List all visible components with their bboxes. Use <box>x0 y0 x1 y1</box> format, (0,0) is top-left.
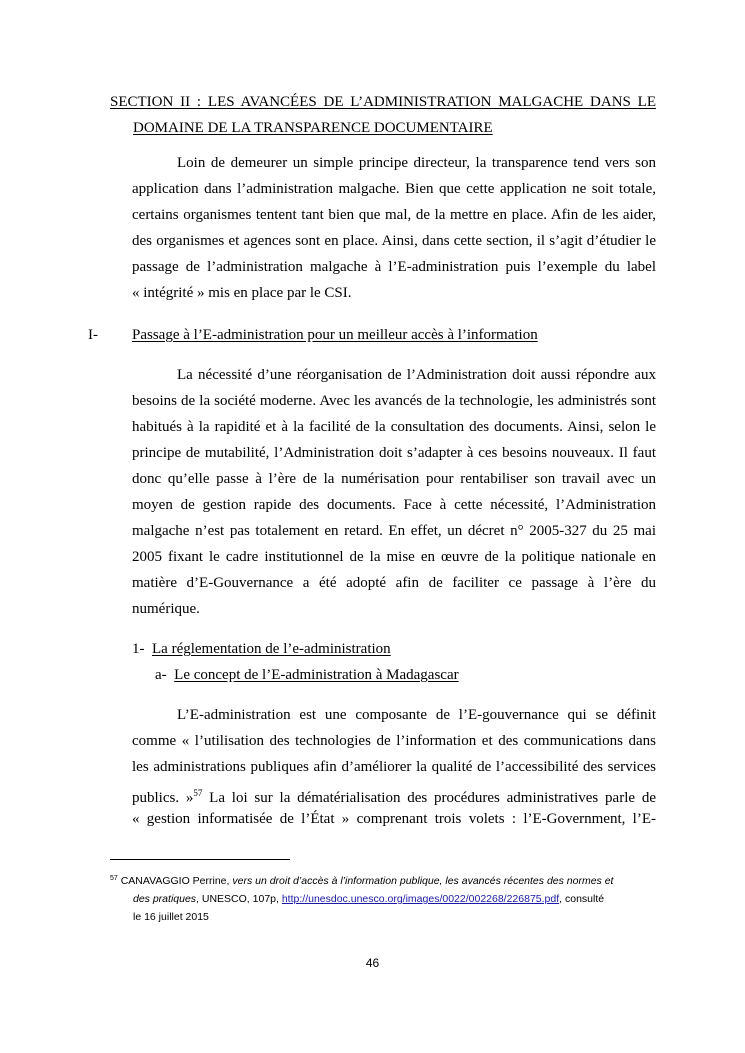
paragraph-line: habitués à la rapidité et à la facilité de la consultation des documents. Ainsi, selon le <box>132 419 656 435</box>
paragraph-line: des organismes et agences sont en place. Ainsi, dans cette section, il s’agit d’étudier le <box>132 233 656 249</box>
paragraph-line: « gestion informatisée de l’État » comprenant trois volets : l’E-Government, l’E- <box>132 811 656 827</box>
section-heading-line-1: SECTION II : LES AVANCÉES DE L’ADMINISTRATION MALGACHE DANS LE <box>110 94 656 110</box>
heading-1 <box>132 636 391 662</box>
paragraph-line: certains organismes tentent tant bien que mal, de la mettre en place. Afin de les aider, <box>132 207 656 223</box>
heading-1-title: La réglementation de l’e-administration <box>152 641 391 657</box>
paragraph-text: La loi sur la dématérialisation des procédures administratives parle de <box>202 790 656 806</box>
paragraph-line <box>132 780 656 806</box>
footnote-line <box>110 870 656 890</box>
footnote-line <box>110 890 656 908</box>
footnote-separator <box>110 859 290 860</box>
paragraph-line: besoins de la société moderne. Avec les avancés de la technologie, les administrés sont <box>132 393 656 409</box>
heading-1-number: 1- <box>132 641 145 657</box>
footnote-author: CANAVAGGIO Perrine, <box>117 875 233 887</box>
paragraph-line: principe de mutabilité, l’Administration doit s’adapter à ces besoins nouveaux. Il faut <box>132 445 656 461</box>
intro-paragraph <box>132 150 656 306</box>
paragraph-line: les administrations publiques afin d’améliorer la qualité de l’accessibilité des services <box>132 759 656 775</box>
footnote-consulted: , consulté <box>559 893 605 905</box>
paragraph-3 <box>132 702 656 832</box>
paragraph-line: donc qu’elle passe à l’ère de la numérisation pour rentabiliser son travail avec un <box>132 471 656 487</box>
heading-a-title: Le concept de l’E-administration à Madagascar <box>174 667 459 683</box>
footnote-title: des pratiques <box>133 893 197 905</box>
footnote-publisher: , UNESCO, 107p, <box>196 893 282 905</box>
heading-a-number: a- <box>155 667 167 683</box>
footnote-title: vers un droit d’accès à l’information publique, les avancés récentes des normes et <box>232 875 614 887</box>
heading-I-number: I- <box>88 327 98 343</box>
paragraph-line: comme « l’utilisation des technologies de l’information et des communications dans <box>132 733 656 749</box>
page-number: 46 <box>365 956 380 970</box>
footnote-reference[interactable]: 57 <box>193 788 203 798</box>
footnote-link[interactable]: http://unesdoc.unesco.org/images/0022/002268/226875.pdf <box>281 893 560 905</box>
paragraph-line: passage de l’administration malgache à l’E-administration puis l’exemple du label <box>132 259 656 275</box>
paragraph-line: malgache n’est pas totalement en retard. En effet, un décret n° 2005-327 du 25 mai <box>132 523 656 539</box>
paragraph-line: 2005 fixant le cadre institutionnel de la mise en œuvre de la politique nationale en <box>132 549 656 565</box>
footnote-line: le 16 juillet 2015 <box>133 911 209 923</box>
paragraph-line: matière d’E-Gouvernance a été adopté afin de faciliter ce passage à l’ère du <box>132 575 656 591</box>
section-heading <box>110 89 656 141</box>
paragraph-line: numérique. <box>132 601 200 617</box>
paragraph-line: L’E-administration est une composante de l’E-gouvernance qui se définit <box>177 707 656 723</box>
heading-a <box>155 662 459 688</box>
paragraph-line: La nécessité d’une réorganisation de l’Administration doit aussi répondre aux <box>177 367 656 383</box>
paragraph-line: moyen de gestion rapide des documents. Face à cette nécessité, l’Administration <box>132 497 656 513</box>
footnote <box>110 870 656 926</box>
section-heading-line-2: DOMAINE DE LA TRANSPARENCE DOCUMENTAIRE <box>133 120 493 136</box>
heading-I-title: Passage à l’E-administration pour un meilleur accès à l’information <box>132 327 538 343</box>
paragraph-line: application dans l’administration malgache. Bien que cette application ne soit totale, <box>132 181 656 197</box>
paragraph-line: « intégrité » mis en place par le CSI. <box>132 285 352 301</box>
paragraph-line: Loin de demeurer un simple principe directeur, la transparence tend vers son <box>177 155 656 171</box>
footnote-number: 57 <box>110 875 118 882</box>
paragraph-text: publics. » <box>132 790 194 806</box>
paragraph-2 <box>132 362 656 622</box>
